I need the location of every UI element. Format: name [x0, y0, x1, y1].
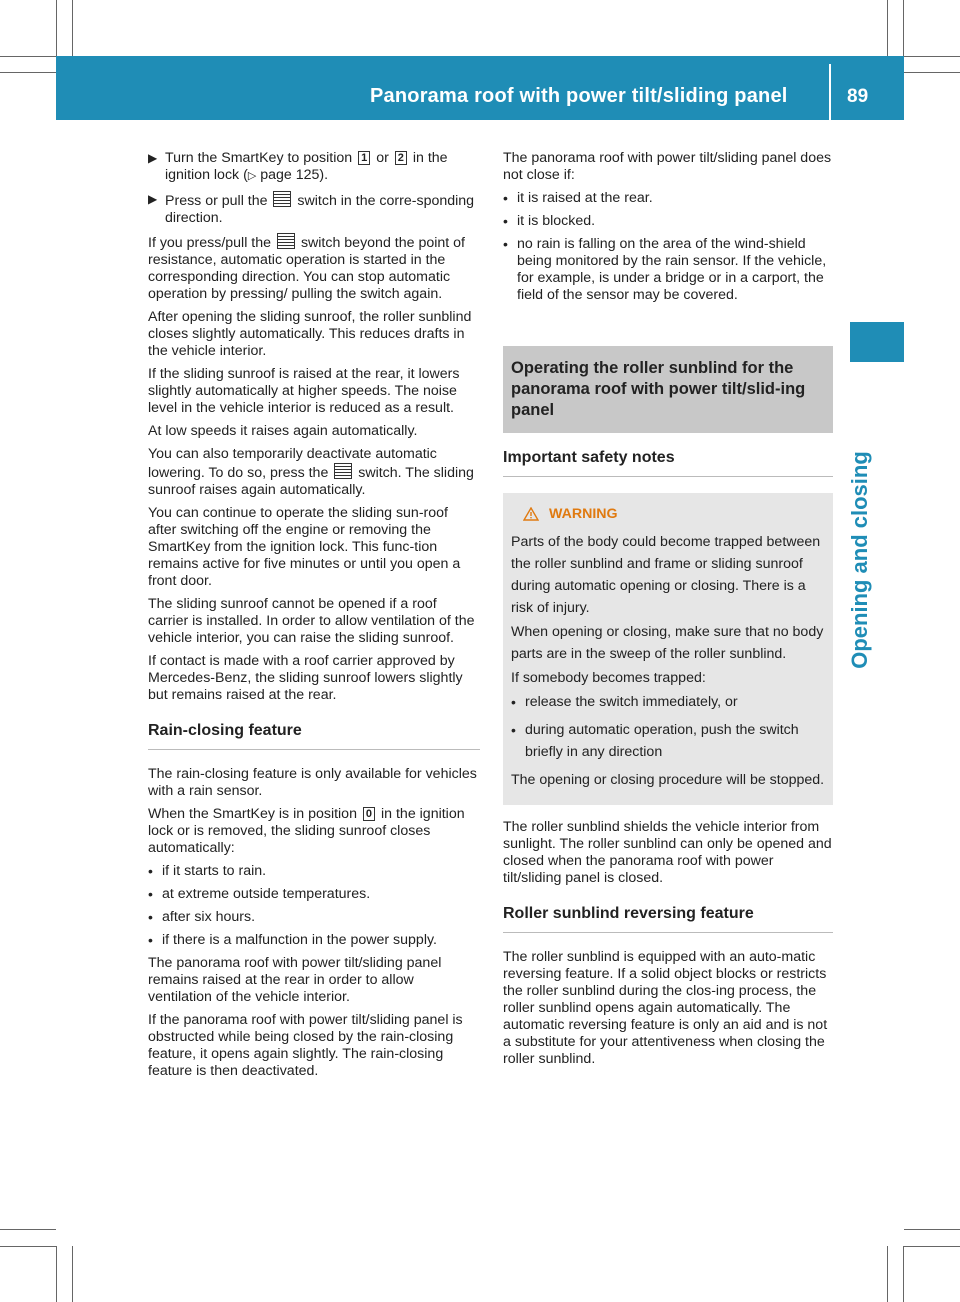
paragraph-text: When the SmartKey is in position	[148, 806, 357, 822]
header-title: Panorama roof with power tilt/sliding panel	[370, 85, 788, 107]
bullet-icon: •	[148, 863, 153, 879]
list-item-text: it is raised at the rear.	[517, 190, 653, 206]
step-text: in the ignition lock (	[165, 150, 448, 183]
key-position-icon: 1	[358, 151, 370, 165]
paragraph: The panorama roof with power tilt/sliding panel does not close if:	[503, 150, 832, 183]
page-ref-icon: ▷	[247, 170, 257, 182]
step-text: ).	[319, 167, 329, 183]
warning-text: When opening or closing, make sure that no body parts are in the sweep of the roller sunblind.	[511, 624, 824, 662]
list-item	[503, 236, 833, 304]
paragraph	[148, 233, 480, 303]
paragraph: The panorama roof with power tilt/sliding panel remains raised at the rear in order to allow ventilation of the vehicle interior.	[148, 955, 442, 1005]
paragraph: At low speeds it raises again automatically.	[148, 423, 418, 439]
bullet-icon: •	[503, 213, 508, 229]
header-divider	[829, 64, 831, 120]
list-item	[511, 691, 825, 713]
paragraph	[148, 806, 480, 857]
list-item	[148, 932, 480, 949]
crop-mark	[0, 72, 56, 73]
step-text: or	[376, 150, 389, 166]
list-item	[148, 863, 480, 880]
list-item-text: it is blocked.	[517, 213, 596, 229]
bullet-icon: •	[148, 886, 153, 902]
list-item-text: if there is a malfunction in the power supply.	[162, 932, 437, 948]
step-text: Turn the SmartKey to position	[165, 150, 353, 166]
bullet-icon: •	[148, 932, 153, 948]
list-item	[503, 190, 833, 207]
list-item-text: if it starts to rain.	[162, 863, 267, 879]
step-text: Press or pull the	[165, 193, 268, 209]
section-title: Operating the roller sunblind for the panorama roof with power tilt/slid-ing panel	[503, 346, 833, 433]
page-number: 89	[847, 86, 869, 107]
paragraph-text: in the ignition lock or is removed, the sliding sunroof closes automatically:	[148, 806, 465, 856]
paragraph: If the sliding sunroof is raised at the rear, it lowers slightly automatically at higher speeds. The noise level in the vehicle interior is reduced as a result.	[148, 366, 460, 416]
step-text: switch in the corre-sponding direction.	[165, 193, 475, 226]
warning-title	[511, 503, 825, 525]
list-item	[511, 719, 825, 763]
section-heading: Roller sunblind reversing feature	[503, 905, 833, 933]
crop-mark	[0, 56, 56, 57]
bullet-icon: •	[511, 722, 516, 738]
paragraph	[148, 446, 480, 499]
step-arrow-icon: ▶	[148, 151, 158, 165]
list-item-text: after six hours.	[162, 909, 256, 925]
paragraph-text: switch. The sliding sunroof raises again automatically.	[148, 465, 474, 498]
crop-mark	[56, 0, 57, 56]
step-item	[148, 150, 480, 185]
crop-mark	[903, 1246, 904, 1302]
warning-text: Parts of the body could become trapped between the roller sunblind and frame or sliding sunroof during automatic opening or closing. There is a risk of injury.	[511, 534, 821, 616]
crop-mark	[0, 1229, 56, 1230]
paragraph: The rain-closing feature is only available for vehicles with a rain sensor.	[148, 766, 477, 799]
crop-mark	[72, 0, 73, 56]
step-item	[148, 191, 480, 227]
paragraph: If contact is made with a roof carrier approved by Mercedes-Benz, the sliding sunroof lowers slightly but remains raised at the rear.	[148, 653, 463, 703]
left-column	[148, 150, 480, 1086]
warning-triangle-icon	[523, 507, 539, 521]
side-tab-marker	[850, 322, 904, 362]
bullet-icon: •	[511, 694, 516, 710]
paragraph: The sliding sunroof cannot be opened if a roof carrier is installed. In order to allow ventilation of the vehicle interior, you can raise the sliding sunroof.	[148, 596, 475, 646]
paragraph-text: You can also temporarily deactivate automatic lowering. To do so, press the	[148, 446, 437, 481]
warning-text: If somebody becomes trapped:	[511, 670, 706, 686]
key-position-icon: 0	[363, 807, 375, 821]
list-item-text: no rain is falling on the area of the wind-shield being monitored by the rain sensor. If the vehicle, for example, is under a bridge or in a carport, the field of the sensor may be covered.	[517, 236, 827, 303]
step-arrow-icon: ▶	[148, 192, 158, 206]
paragraph: The roller sunblind shields the vehicle interior from sunlight. The roller sunblind can only be opened and closed when the panorama roof with power tilt/sliding panel is closed.	[503, 819, 832, 886]
crop-mark	[903, 0, 904, 56]
crop-mark	[72, 1246, 73, 1302]
paragraph: If the panorama roof with power tilt/sliding panel is obstructed while being closed by the rain-closing feature, it opens again slightly. The rain-closing feature is then deactivated.	[148, 1012, 463, 1079]
switch-icon	[277, 233, 295, 249]
bullet-icon: •	[148, 909, 153, 925]
crop-mark	[904, 1229, 960, 1230]
section-heading: Important safety notes	[503, 449, 833, 477]
warning-box	[503, 493, 833, 805]
crop-mark	[887, 0, 888, 56]
paragraph: You can continue to operate the sliding sun-roof after switching off the engine or removing the SmartKey from the ignition lock. This func-tion remains active for five minutes or until you open a front door.	[148, 505, 461, 589]
switch-icon	[273, 191, 291, 207]
crop-mark	[887, 1246, 888, 1302]
paragraph-text: If you press/pull the	[148, 235, 272, 251]
bullet-icon: •	[503, 236, 508, 252]
bullet-icon: •	[503, 190, 508, 206]
section-heading: Rain-closing feature	[148, 722, 480, 750]
warning-text: The opening or closing procedure will be stopped.	[511, 772, 825, 788]
list-item-text: during automatic operation, push the switch briefly in any direction	[525, 722, 799, 760]
right-column	[503, 150, 833, 1074]
warning-label: WARNING	[549, 506, 618, 522]
page-reference-link[interactable]: page 125	[260, 167, 320, 183]
crop-mark	[56, 1246, 57, 1302]
crop-mark	[904, 1246, 960, 1247]
crop-mark	[904, 72, 960, 73]
list-item	[148, 909, 480, 926]
paragraph-text: switch beyond the point of resistance, automatic operation is started in the corresponding direction. You can stop automatic operation by pressing/ pulling the switch again.	[148, 235, 465, 302]
list-item	[148, 886, 480, 903]
list-item	[503, 213, 833, 230]
paragraph: The roller sunblind is equipped with an auto-matic reversing feature. If a solid object blocks or restricts the roller sunblind during the clos-ing process, the roller sunblind opens again automatically. The automatic reversing feature is only an aid and is not a substitute for your attentiveness when closing the roller sunblind.	[503, 949, 828, 1067]
side-tab-label: Opening and closing	[847, 451, 872, 669]
crop-mark	[904, 56, 960, 57]
switch-icon	[334, 463, 352, 479]
list-item-text: at extreme outside temperatures.	[162, 886, 371, 902]
key-position-icon: 2	[395, 151, 407, 165]
list-item-text: release the switch immediately, or	[525, 694, 738, 710]
crop-mark	[0, 1246, 56, 1247]
paragraph: After opening the sliding sunroof, the roller sunblind closes slightly automatically. This reduces drafts in the vehicle interior.	[148, 309, 472, 359]
